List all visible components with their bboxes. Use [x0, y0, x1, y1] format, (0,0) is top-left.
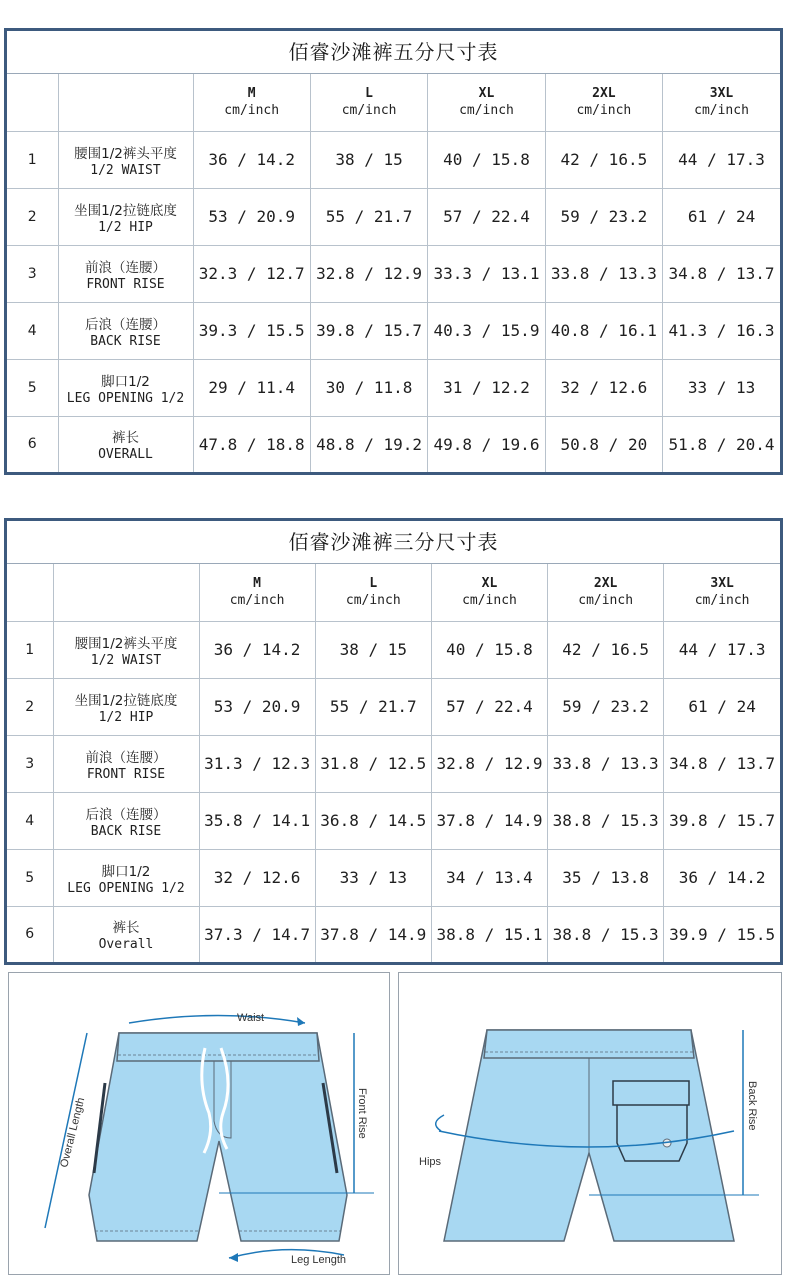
- value-cell: 37.8 / 14.9: [315, 906, 431, 962]
- value-cell: 38.8 / 15.3: [548, 906, 664, 962]
- size-header-l: L cm/inch: [310, 74, 427, 131]
- table-row: [7, 416, 780, 472]
- value-cell: 34.8 / 13.7: [663, 245, 780, 302]
- row-number: 6: [7, 906, 53, 962]
- back-shorts-illustration: [399, 973, 781, 1274]
- table-row: [7, 131, 780, 188]
- value-cell: 44 / 17.3: [664, 621, 780, 678]
- row-number: 1: [7, 621, 53, 678]
- value-cell: 36 / 14.2: [664, 849, 780, 906]
- table-row: [7, 792, 780, 849]
- waist-measure-line: [129, 1016, 305, 1024]
- value-cell: 31.8 / 12.5: [315, 735, 431, 792]
- back-view-diagram: [398, 972, 782, 1275]
- value-cell: 61 / 24: [664, 678, 780, 735]
- value-cell: 47.8 / 18.8: [193, 416, 310, 472]
- measurement-name: 裤长 OVERALL: [58, 416, 193, 472]
- table-row: [7, 188, 780, 245]
- value-cell: 44 / 17.3: [663, 131, 780, 188]
- back-waistband: [484, 1030, 694, 1058]
- size-header-3xl: 3XL cm/inch: [664, 564, 780, 621]
- row-number: 2: [7, 678, 53, 735]
- value-cell: 37.8 / 14.9: [431, 792, 547, 849]
- value-cell: 39.8 / 15.7: [664, 792, 780, 849]
- value-cell: 34 / 13.4: [431, 849, 547, 906]
- row-number: 5: [7, 359, 58, 416]
- size-header-m: M cm/inch: [193, 74, 310, 131]
- front-shorts-illustration: [9, 973, 389, 1274]
- measurement-name: 腰围1/2裤头平度 1/2 WAIST: [53, 621, 199, 678]
- value-cell: 61 / 24: [663, 188, 780, 245]
- hips-arrow-icon: [436, 1115, 444, 1131]
- table-row: [7, 906, 780, 962]
- value-cell: 32.8 / 12.9: [310, 245, 427, 302]
- header-row: [7, 74, 780, 131]
- empty-header-cell: [7, 564, 53, 621]
- value-cell: 40 / 15.8: [428, 131, 545, 188]
- empty-header-cell: [7, 74, 58, 131]
- value-cell: 59 / 23.2: [545, 188, 662, 245]
- value-cell: 51.8 / 20.4: [663, 416, 780, 472]
- value-cell: 36 / 14.2: [193, 131, 310, 188]
- measurement-name: 裤长 Overall: [53, 906, 199, 962]
- size-header-2xl: 2XL cm/inch: [545, 74, 662, 131]
- value-cell: 30 / 11.8: [310, 359, 427, 416]
- value-cell: 50.8 / 20: [545, 416, 662, 472]
- leg-length-arrow-icon: [229, 1253, 238, 1262]
- size-grid: [7, 564, 780, 962]
- table-row: [7, 849, 780, 906]
- value-cell: 57 / 22.4: [431, 678, 547, 735]
- value-cell: 33.8 / 13.3: [545, 245, 662, 302]
- value-cell: 33 / 13: [663, 359, 780, 416]
- value-cell: 42 / 16.5: [545, 131, 662, 188]
- value-cell: 32 / 12.6: [199, 849, 315, 906]
- row-number: 2: [7, 188, 58, 245]
- value-cell: 59 / 23.2: [548, 678, 664, 735]
- measurement-name: 腰围1/2裤头平度 1/2 WAIST: [58, 131, 193, 188]
- value-cell: 40.8 / 16.1: [545, 302, 662, 359]
- size-header-xl: XL cm/inch: [428, 74, 545, 131]
- table-title: 佰睿沙滩裤三分尺寸表: [7, 521, 780, 564]
- value-cell: 39.3 / 15.5: [193, 302, 310, 359]
- value-cell: 38.8 / 15.3: [548, 792, 664, 849]
- front-shorts-body: [89, 1033, 347, 1241]
- value-cell: 32.8 / 12.9: [431, 735, 547, 792]
- value-cell: 37.3 / 14.7: [199, 906, 315, 962]
- table-row: [7, 302, 780, 359]
- table-row: [7, 678, 780, 735]
- value-cell: 31.3 / 12.3: [199, 735, 315, 792]
- row-number: 1: [7, 131, 58, 188]
- overall-length-line: [45, 1033, 87, 1228]
- value-cell: 41.3 / 16.3: [663, 302, 780, 359]
- value-cell: 31 / 12.2: [428, 359, 545, 416]
- value-cell: 33.3 / 13.1: [428, 245, 545, 302]
- value-cell: 42 / 16.5: [548, 621, 664, 678]
- back-rise-label: Back Rise: [746, 1081, 758, 1131]
- measurement-name: 坐围1/2拉链底度 1/2 HIP: [53, 678, 199, 735]
- row-number: 5: [7, 849, 53, 906]
- measurement-name: 后浪（连腰） BACK RISE: [58, 302, 193, 359]
- measurement-name: 脚口1/2 LEG OPENING 1/2: [58, 359, 193, 416]
- row-number: 3: [7, 735, 53, 792]
- size-header-m: M cm/inch: [199, 564, 315, 621]
- row-number: 4: [7, 792, 53, 849]
- row-number: 6: [7, 416, 58, 472]
- value-cell: 35 / 13.8: [548, 849, 664, 906]
- value-cell: 38 / 15: [310, 131, 427, 188]
- value-cell: 33.8 / 13.3: [548, 735, 664, 792]
- value-cell: 55 / 21.7: [310, 188, 427, 245]
- value-cell: 36 / 14.2: [199, 621, 315, 678]
- waist-arrow-icon: [297, 1017, 305, 1026]
- value-cell: 32.3 / 12.7: [193, 245, 310, 302]
- value-cell: 48.8 / 19.2: [310, 416, 427, 472]
- waist-label: Waist: [237, 1012, 265, 1024]
- value-cell: 38 / 15: [315, 621, 431, 678]
- overall-length-label: Overall Length: [58, 1096, 88, 1169]
- value-cell: 34.8 / 13.7: [664, 735, 780, 792]
- table-row: [7, 245, 780, 302]
- value-cell: 35.8 / 14.1: [199, 792, 315, 849]
- value-cell: 32 / 12.6: [545, 359, 662, 416]
- value-cell: 53 / 20.9: [193, 188, 310, 245]
- value-cell: 49.8 / 19.6: [428, 416, 545, 472]
- value-cell: 33 / 13: [315, 849, 431, 906]
- size-header-2xl: 2XL cm/inch: [548, 564, 664, 621]
- front-rise-label: Front Rise: [356, 1088, 368, 1139]
- size-table-3-inch: [4, 518, 783, 965]
- measurement-name: 后浪（连腰） BACK RISE: [53, 792, 199, 849]
- value-cell: 36.8 / 14.5: [315, 792, 431, 849]
- front-view-diagram: [8, 972, 390, 1275]
- value-cell: 39.8 / 15.7: [310, 302, 427, 359]
- header-row: [7, 564, 780, 621]
- row-number: 3: [7, 245, 58, 302]
- value-cell: 55 / 21.7: [315, 678, 431, 735]
- value-cell: 39.9 / 15.5: [664, 906, 780, 962]
- measurement-name: 前浪（连腰） FRONT RISE: [58, 245, 193, 302]
- value-cell: 53 / 20.9: [199, 678, 315, 735]
- value-cell: 38.8 / 15.1: [431, 906, 547, 962]
- waistband: [117, 1033, 319, 1061]
- value-cell: 29 / 11.4: [193, 359, 310, 416]
- size-header-3xl: 3XL cm/inch: [663, 74, 780, 131]
- table-row: [7, 621, 780, 678]
- table-title: 佰睿沙滩裤五分尺寸表: [7, 31, 780, 74]
- measurement-name: 前浪（连腰） FRONT RISE: [53, 735, 199, 792]
- table-row: [7, 735, 780, 792]
- row-number: 4: [7, 302, 58, 359]
- value-cell: 57 / 22.4: [428, 188, 545, 245]
- value-cell: 40.3 / 15.9: [428, 302, 545, 359]
- leg-length-label: Leg Length: [291, 1254, 347, 1266]
- measurement-name: 坐围1/2拉链底度 1/2 HIP: [58, 188, 193, 245]
- hips-label: Hips: [419, 1156, 442, 1168]
- empty-header-cell: [53, 564, 199, 621]
- size-header-l: L cm/inch: [315, 564, 431, 621]
- measurement-name: 脚口1/2 LEG OPENING 1/2: [53, 849, 199, 906]
- table-row: [7, 359, 780, 416]
- size-header-xl: XL cm/inch: [431, 564, 547, 621]
- size-grid: [7, 74, 780, 472]
- back-pocket-flap: [613, 1081, 689, 1105]
- empty-header-cell: [58, 74, 193, 131]
- size-table-5-inch: [4, 28, 783, 475]
- value-cell: 40 / 15.8: [431, 621, 547, 678]
